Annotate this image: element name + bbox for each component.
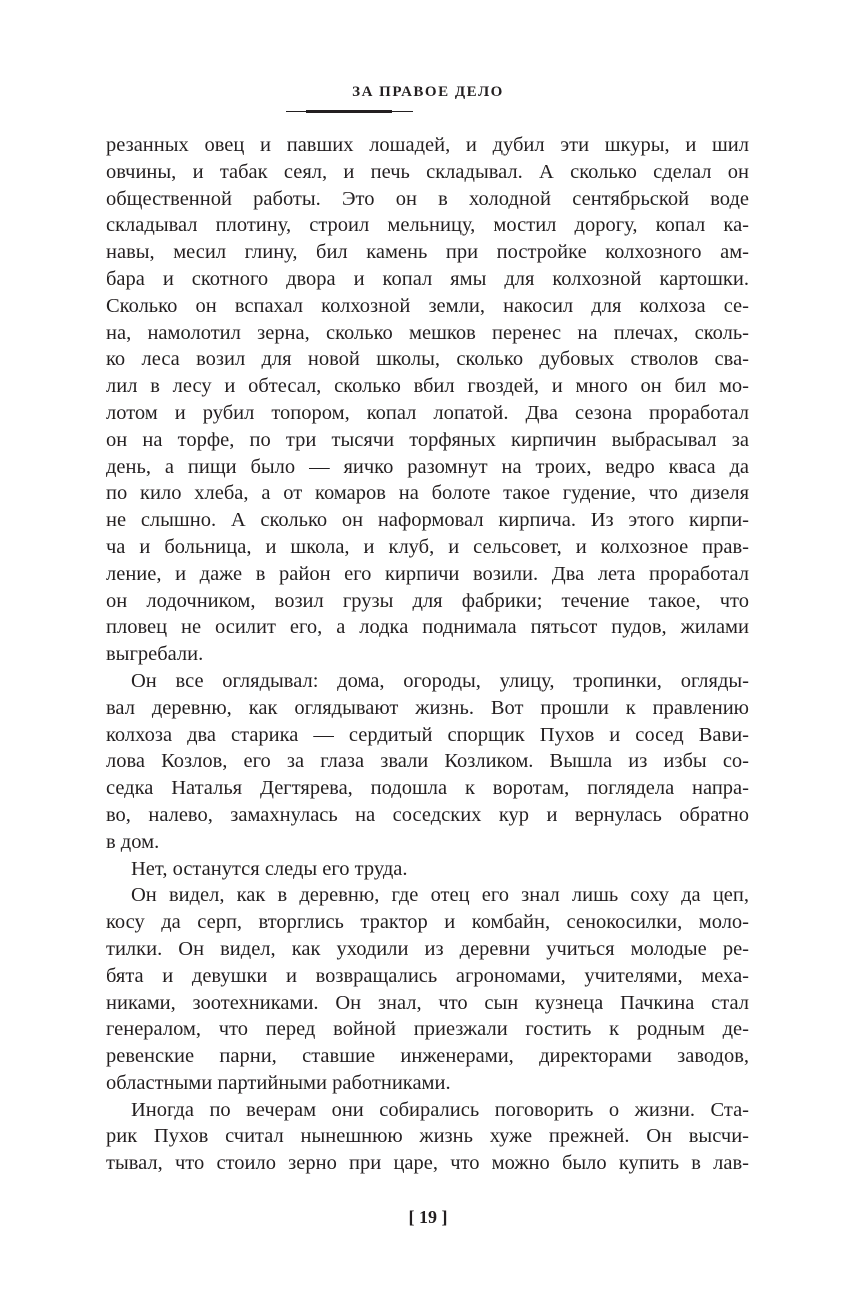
text-line: Сколько он вспахал колхозной земли, накосил для колхоза се-	[106, 294, 749, 317]
text-line: генералом, что перед войной приезжали гостить к родным де-	[106, 1018, 749, 1041]
text-line: он лодочником, возил грузы для фабрики; течение такое, что	[106, 589, 749, 612]
text-line: он на торфе, по три тысячи торфяных кирпичин выбрасывал за	[106, 428, 749, 451]
text-line: складывал плотину, строил мельницу, мостил дорогу, копал ка-	[106, 214, 749, 237]
text-line: общественной работы. Это он в холодной сентябрьской воде	[106, 187, 749, 210]
text-line: бара и скотного двора и копал ямы для колхозной картошки.	[106, 267, 749, 290]
text-line: пловец не осилит его, а лодка поднимала пятьсот пудов, жилами	[106, 616, 749, 639]
text-line: седка Наталья Дегтярева, подошла к воротам, поглядела напра-	[106, 777, 749, 800]
text-line: в дом.	[106, 830, 160, 853]
text-line: косу да серп, вторглись трактор и комбайн, сенокосилки, моло-	[106, 911, 749, 934]
text-line: Нет, останутся следы его труда.	[131, 857, 408, 880]
text-line: во, налево, замахнулась на соседских кур и вернулась обратно	[106, 803, 749, 826]
text-line: колхоза два старика — сердитый спорщик Пухов и сосед Вави-	[106, 723, 749, 746]
text-line: Он видел, как в деревню, где отец его знал лишь соху да цеп,	[131, 884, 749, 907]
text-line: по кило хлеба, а от комаров на болоте такое гудение, что дизеля	[106, 482, 749, 505]
text-line: бята и девушки и возвращались агрономами, учителями, меха-	[106, 964, 749, 987]
text-line: лотом и рубил топором, копал лопатой. Два сезона проработал	[106, 401, 749, 424]
text-line: ление, и даже в район его кирпичи возили. Два лета проработал	[106, 562, 749, 585]
text-line: лова Козлов, его за глаза звали Козликом. Вышла из избы со-	[106, 750, 749, 773]
text-line: ревенские парни, ставшие инженерами, директорами заводов,	[106, 1045, 749, 1068]
body-text	[106, 132, 749, 1177]
text-line: областными партийными работниками.	[106, 1071, 451, 1094]
text-line: не слышно. А сколько он наформовал кирпича. Из этого кирпи-	[106, 509, 749, 532]
text-line: день, а пищи было — яичко разомнут на троих, ведро кваса да	[106, 455, 749, 478]
text-line: тилки. Он видел, как уходили из деревни учиться молодые ре-	[106, 937, 749, 960]
text-line: на, намолотил зерна, сколько мешков перенес на плечах, сколь-	[106, 321, 749, 344]
text-line: выгребали.	[106, 643, 204, 666]
page-number: [ 19 ]	[408, 1207, 448, 1227]
text-line: Он все оглядывал: дома, огороды, улицу, тропинки, огляды-	[131, 669, 749, 692]
text-line: вал деревню, как оглядывают жизнь. Вот прошли к правлению	[106, 696, 749, 719]
text-line: овчины, и табак сеял, и печь складывал. А сколько сделал он	[106, 160, 749, 183]
text-line: навы, месил глину, бил камень при постройке колхозного ам-	[106, 241, 749, 264]
text-line: Иногда по вечерам они собирались поговорить о жизни. Ста-	[131, 1098, 749, 1121]
running-header: ЗА ПРАВОЕ ДЕЛО	[352, 84, 504, 100]
text-line: никами, зоотехниками. Он знал, что сын кузнеца Пачкина стал	[106, 991, 749, 1014]
header-rule-thick	[306, 110, 392, 113]
text-line: ко леса возил для новой школы, сколько дубовых стволов сва-	[106, 348, 749, 371]
text-line: лил в лесу и обтесал, сколько вбил гвоздей, и много он бил мо-	[106, 375, 749, 398]
text-line: резанных овец и павших лошадей, и дубил эти шкуры, и шил	[106, 134, 749, 156]
text-line: тывал, что стоило зерно при царе, что можно было купить в лав-	[106, 1152, 749, 1175]
text-line: ча и больница, и школа, и клуб, и сельсовет, и колхозное прав-	[106, 535, 749, 558]
text-line: рик Пухов считал нынешнюю жизнь хуже прежней. Он высчи-	[106, 1125, 749, 1148]
